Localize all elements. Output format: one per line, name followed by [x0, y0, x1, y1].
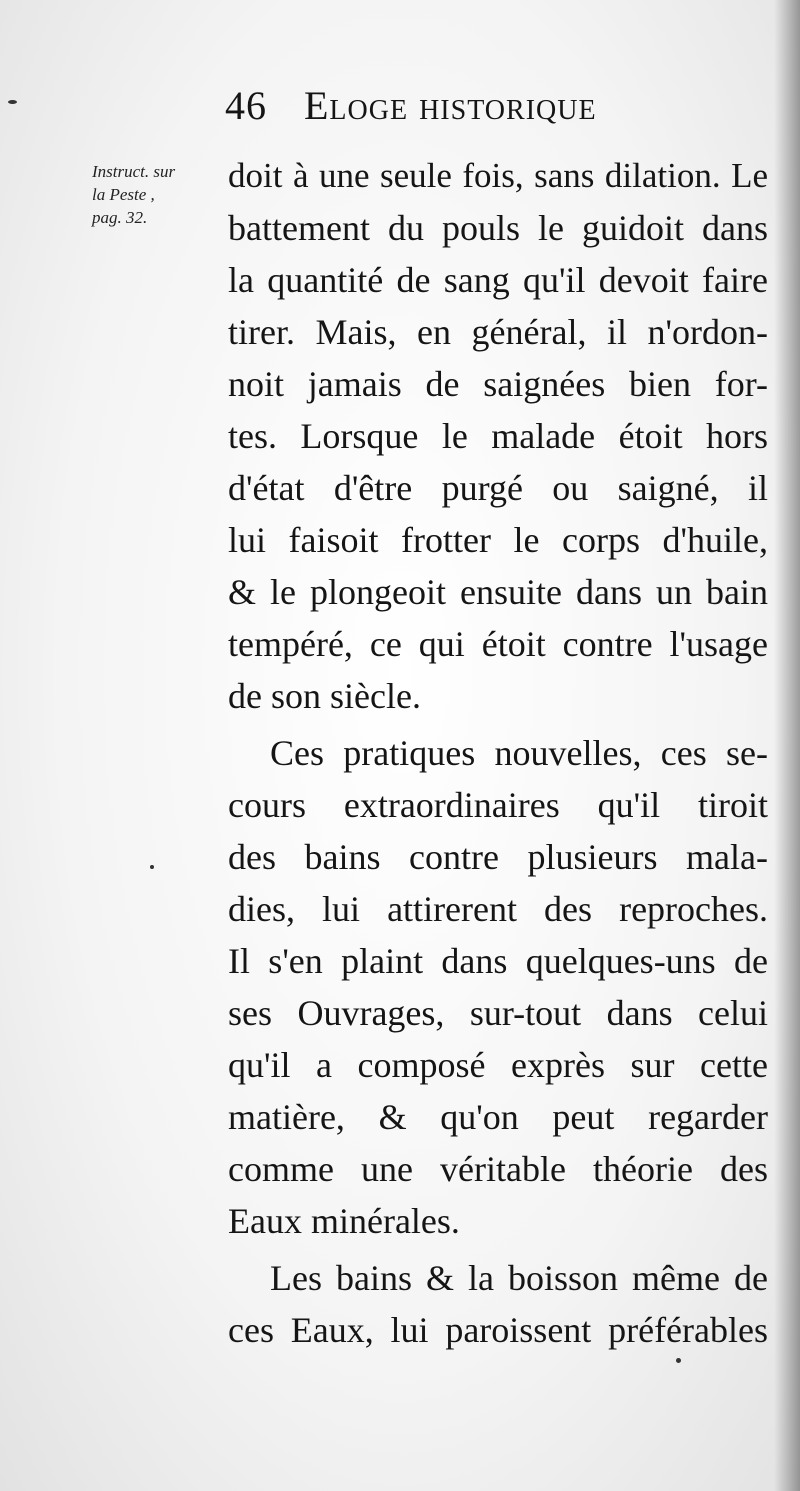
text-line: tes. Lorsque le malade étoit hors [228, 416, 768, 456]
margin-note-line: Instruct. sur [92, 162, 176, 181]
text-line: matière, & qu'on peut regarder [228, 1097, 768, 1137]
text-line: dies, lui attirerent des reproches. [228, 889, 768, 929]
ink-speck [8, 100, 17, 104]
text-line: tirer. Mais, en général, il n'ordon- [228, 312, 768, 352]
text-line: lui faisoit frotter le corps d'huile, [228, 520, 768, 560]
margin-note-line: pag. 32. [92, 208, 148, 227]
paragraph [228, 150, 768, 722]
margin-note [92, 160, 212, 229]
paragraph [228, 727, 768, 1247]
text-line: Les bains & la boisson même de [270, 1258, 768, 1298]
ink-speck [676, 1358, 681, 1363]
text-line: de son siècle. [228, 676, 421, 716]
running-header [225, 78, 745, 134]
text-line: doit à une seule fois, sans dilation. Le [228, 156, 768, 195]
text-line: comme une véritable théorie des [228, 1149, 768, 1189]
running-title: Eloge historique [304, 83, 597, 128]
text-line: battement du pouls le guidoit dans [228, 208, 768, 248]
text-line: ces Eaux, lui paroissent préférables [228, 1310, 768, 1350]
text-line: Eaux minérales. [228, 1201, 460, 1241]
ink-speck [150, 865, 154, 869]
paragraph [228, 1252, 768, 1356]
page-number: 46 [225, 83, 267, 128]
text-line: Ces pratiques nouvelles, ces se- [270, 733, 768, 773]
text-line: noit jamais de saignées bien for- [228, 364, 768, 404]
margin-note-line: la Peste , [92, 185, 155, 204]
body-text [228, 150, 768, 1356]
text-line: & le plongeoit ensuite dans un bain [228, 572, 768, 612]
text-line: la quantité de sang qu'il devoit faire [228, 260, 768, 300]
page-edge-shadow [774, 0, 800, 1491]
text-line: ses Ouvrages, sur-tout dans celui [228, 993, 768, 1033]
text-line: cours extraordinaires qu'il tiroit [228, 785, 768, 825]
text-line: d'état d'être purgé ou saigné, il [228, 468, 768, 508]
text-line: qu'il a composé exprès sur cette [228, 1045, 768, 1085]
text-line: Il s'en plaint dans quelques-uns de [228, 941, 768, 981]
text-line: des bains contre plusieurs mala- [228, 837, 768, 877]
text-line: tempéré, ce qui étoit contre l'usage [228, 624, 768, 664]
